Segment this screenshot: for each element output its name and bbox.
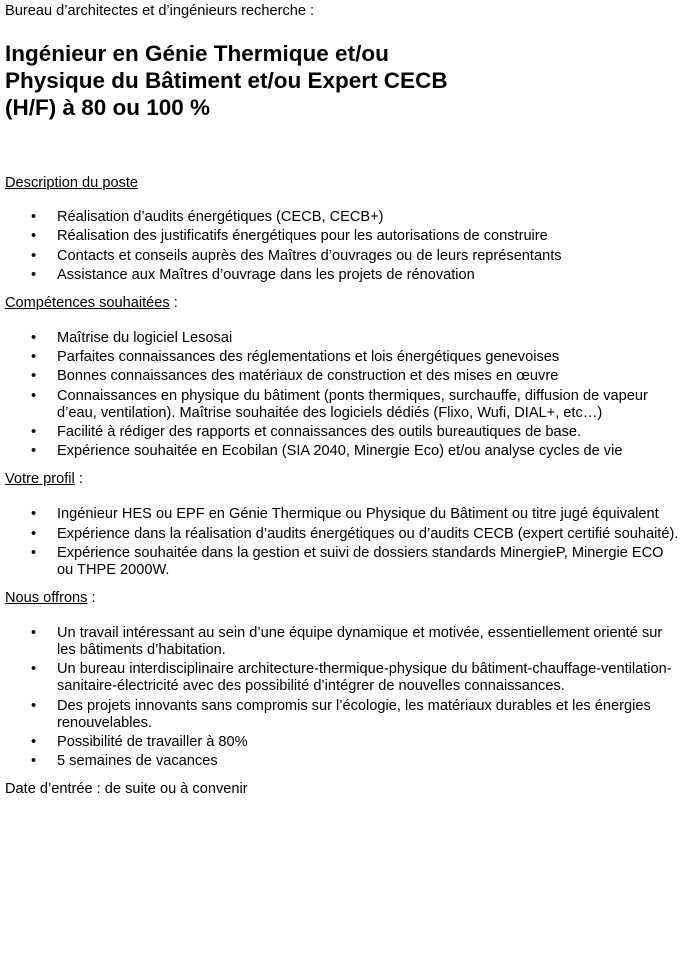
- job-title: [5, 40, 681, 121]
- list-item: • Des projets innovants sans compromis sur l’écologie, les matériaux durables et les énergies renouvelables.: [5, 698, 681, 732]
- description-list: [5, 209, 681, 284]
- section-heading-label: Nous offrons: [5, 589, 88, 606]
- list-item: • Bonnes connaissances des matériaux de construction et des mises en œuvre: [5, 368, 681, 385]
- profil-list: [5, 506, 681, 579]
- list-item: • Expérience souhaitée dans la gestion et suivi de dossiers standards MinergieP, Minergie ECO ou THPE 2000W.: [5, 545, 681, 579]
- list-item: • Un travail intéressant au sein d’une équipe dynamique et motivée, essentiellement orienté sur les bâtiments d’habitation.: [5, 625, 681, 659]
- section-heading-suffix: :: [87, 589, 96, 606]
- list-item: • Réalisation d’audits énergétiques (CECB, CECB+): [5, 209, 681, 226]
- list-item: • Réalisation des justificatifs énergétiques pour les autorisations de construire: [5, 228, 681, 245]
- section-heading-profil: [5, 471, 681, 488]
- list-item: • Contacts et conseils auprès des Maîtres d’ouvrages ou de leurs représentants: [5, 248, 681, 265]
- section-heading-label: Description du poste: [5, 175, 139, 191]
- list-item: • Expérience souhaitée en Ecobilan (SIA 2040, Minergie Eco) et/ou analyse cycles de vie: [5, 443, 681, 460]
- section-heading-description: [5, 175, 681, 192]
- job-title-line: Ingénieur en Génie Thermique et/ou: [5, 41, 389, 66]
- section-heading-label: Votre profil: [5, 471, 75, 488]
- competences-list: [5, 330, 681, 460]
- list-item: • Maîtrise du logiciel Lesosai: [5, 330, 681, 347]
- offrons-list: [5, 625, 681, 770]
- list-item: • Possibilité de travailler à 80%: [5, 734, 681, 751]
- section-heading-label: Compétences souhaitées: [5, 294, 170, 311]
- job-title-line: Physique du Bâtiment et/ou Expert CECB: [5, 68, 448, 93]
- intro-text: Bureau d’architectes et d’ingénieurs recherche :: [5, 3, 315, 19]
- section-heading-offrons: [5, 590, 681, 607]
- section-heading-competences: [5, 295, 681, 312]
- job-posting: [5, 3, 681, 798]
- job-title-line: (H/F) à 80 ou 100 %: [5, 95, 211, 120]
- list-item: • Parfaites connaissances des réglementations et lois énergétiques genevoises: [5, 349, 681, 366]
- list-item: • 5 semaines de vacances: [5, 753, 681, 770]
- section-heading-suffix: :: [169, 294, 178, 311]
- list-item: • Un bureau interdisciplinaire architecture-thermique-physique du bâtiment-chauffage-ventilation-sanitaire-électricité avec des possibilité d’intégrer de nouvelles connaissances.: [5, 661, 681, 695]
- list-item: • Connaissances en physique du bâtiment (ponts thermiques, surchauffe, diffusion de vapeur d’eau, ventilation). Maîtrise souhaitée des logiciels dédiés (Flixo, Wufi, DIAL+, etc…): [5, 388, 681, 422]
- list-item: • Assistance aux Maîtres d’ouvrage dans les projets de rénovation: [5, 267, 681, 284]
- section-heading-suffix: :: [74, 471, 83, 488]
- list-item: • Expérience dans la réalisation d’audits énergétiques ou d’audits CECB (expert certifié souhaité).: [5, 526, 681, 543]
- list-item: • Ingénieur HES ou EPF en Génie Thermique ou Physique du Bâtiment ou titre jugé équivalent: [5, 506, 681, 523]
- list-item: • Facilité à rédiger des rapports et connaissances des outils bureautiques de base.: [5, 424, 681, 441]
- start-date-text: Date d’entrée : de suite ou à convenir: [5, 781, 248, 798]
